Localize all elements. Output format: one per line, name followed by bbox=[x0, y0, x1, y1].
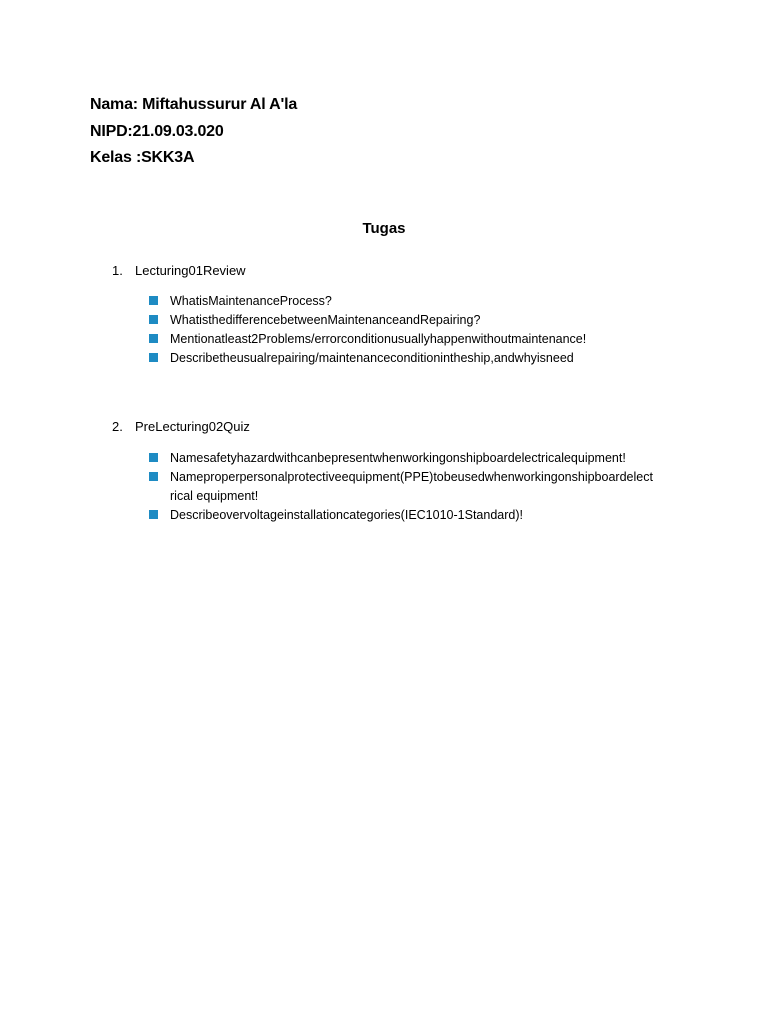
list-item bbox=[148, 349, 656, 368]
list-item-text: Nameproperpersonalprotectiveequipment(PPE)tobeusedwhenworkingonshipboardelectrical equipment! bbox=[170, 470, 653, 503]
student-info bbox=[90, 92, 297, 172]
list-item bbox=[148, 506, 656, 525]
list-item bbox=[148, 468, 656, 506]
bullet-list-2 bbox=[148, 449, 656, 525]
page-title: Tugas bbox=[362, 220, 406, 237]
student-nipd: NIPD:21.09.03.020 bbox=[90, 122, 224, 140]
square-bullet-icon bbox=[149, 453, 158, 462]
square-bullet-icon bbox=[149, 510, 158, 519]
section-heading-1 bbox=[112, 262, 246, 280]
list-item bbox=[148, 330, 656, 349]
section-number: 2. bbox=[112, 419, 123, 434]
section-title: Lecturing01Review bbox=[135, 263, 246, 278]
square-bullet-icon bbox=[149, 315, 158, 324]
list-item-text: Mentionatleast2Problems/errorconditionusuallyhappenwithoutmaintenance! bbox=[170, 332, 587, 346]
section-title: PreLecturing02Quiz bbox=[135, 419, 250, 434]
square-bullet-icon bbox=[149, 334, 158, 343]
list-item-text: Describeovervoltageinstallationcategories(IEC1010-1Standard)! bbox=[170, 508, 523, 522]
list-item bbox=[148, 311, 656, 330]
student-name: Nama: Miftahussurur Al A'la bbox=[90, 96, 298, 113]
section-number: 1. bbox=[112, 263, 123, 278]
square-bullet-icon bbox=[149, 296, 158, 305]
list-item-text: WhatisthedifferencebetweenMaintenanceandRepairing? bbox=[170, 313, 481, 327]
student-class: Kelas :SKK3A bbox=[90, 149, 195, 166]
list-item-text: Namesafetyhazardwithcanbepresentwhenworkingonshipboardelectricalequipment! bbox=[170, 451, 626, 465]
list-item bbox=[148, 449, 656, 468]
square-bullet-icon bbox=[149, 353, 158, 362]
list-item-text: Describetheusualrepairing/maintenanceconditionintheship,andwhyisneed bbox=[170, 351, 574, 365]
bullet-list-1 bbox=[148, 292, 656, 368]
list-item bbox=[148, 292, 656, 311]
section-heading-2 bbox=[112, 418, 250, 436]
square-bullet-icon bbox=[149, 472, 158, 481]
list-item-text: WhatisMaintenanceProcess? bbox=[170, 294, 332, 308]
